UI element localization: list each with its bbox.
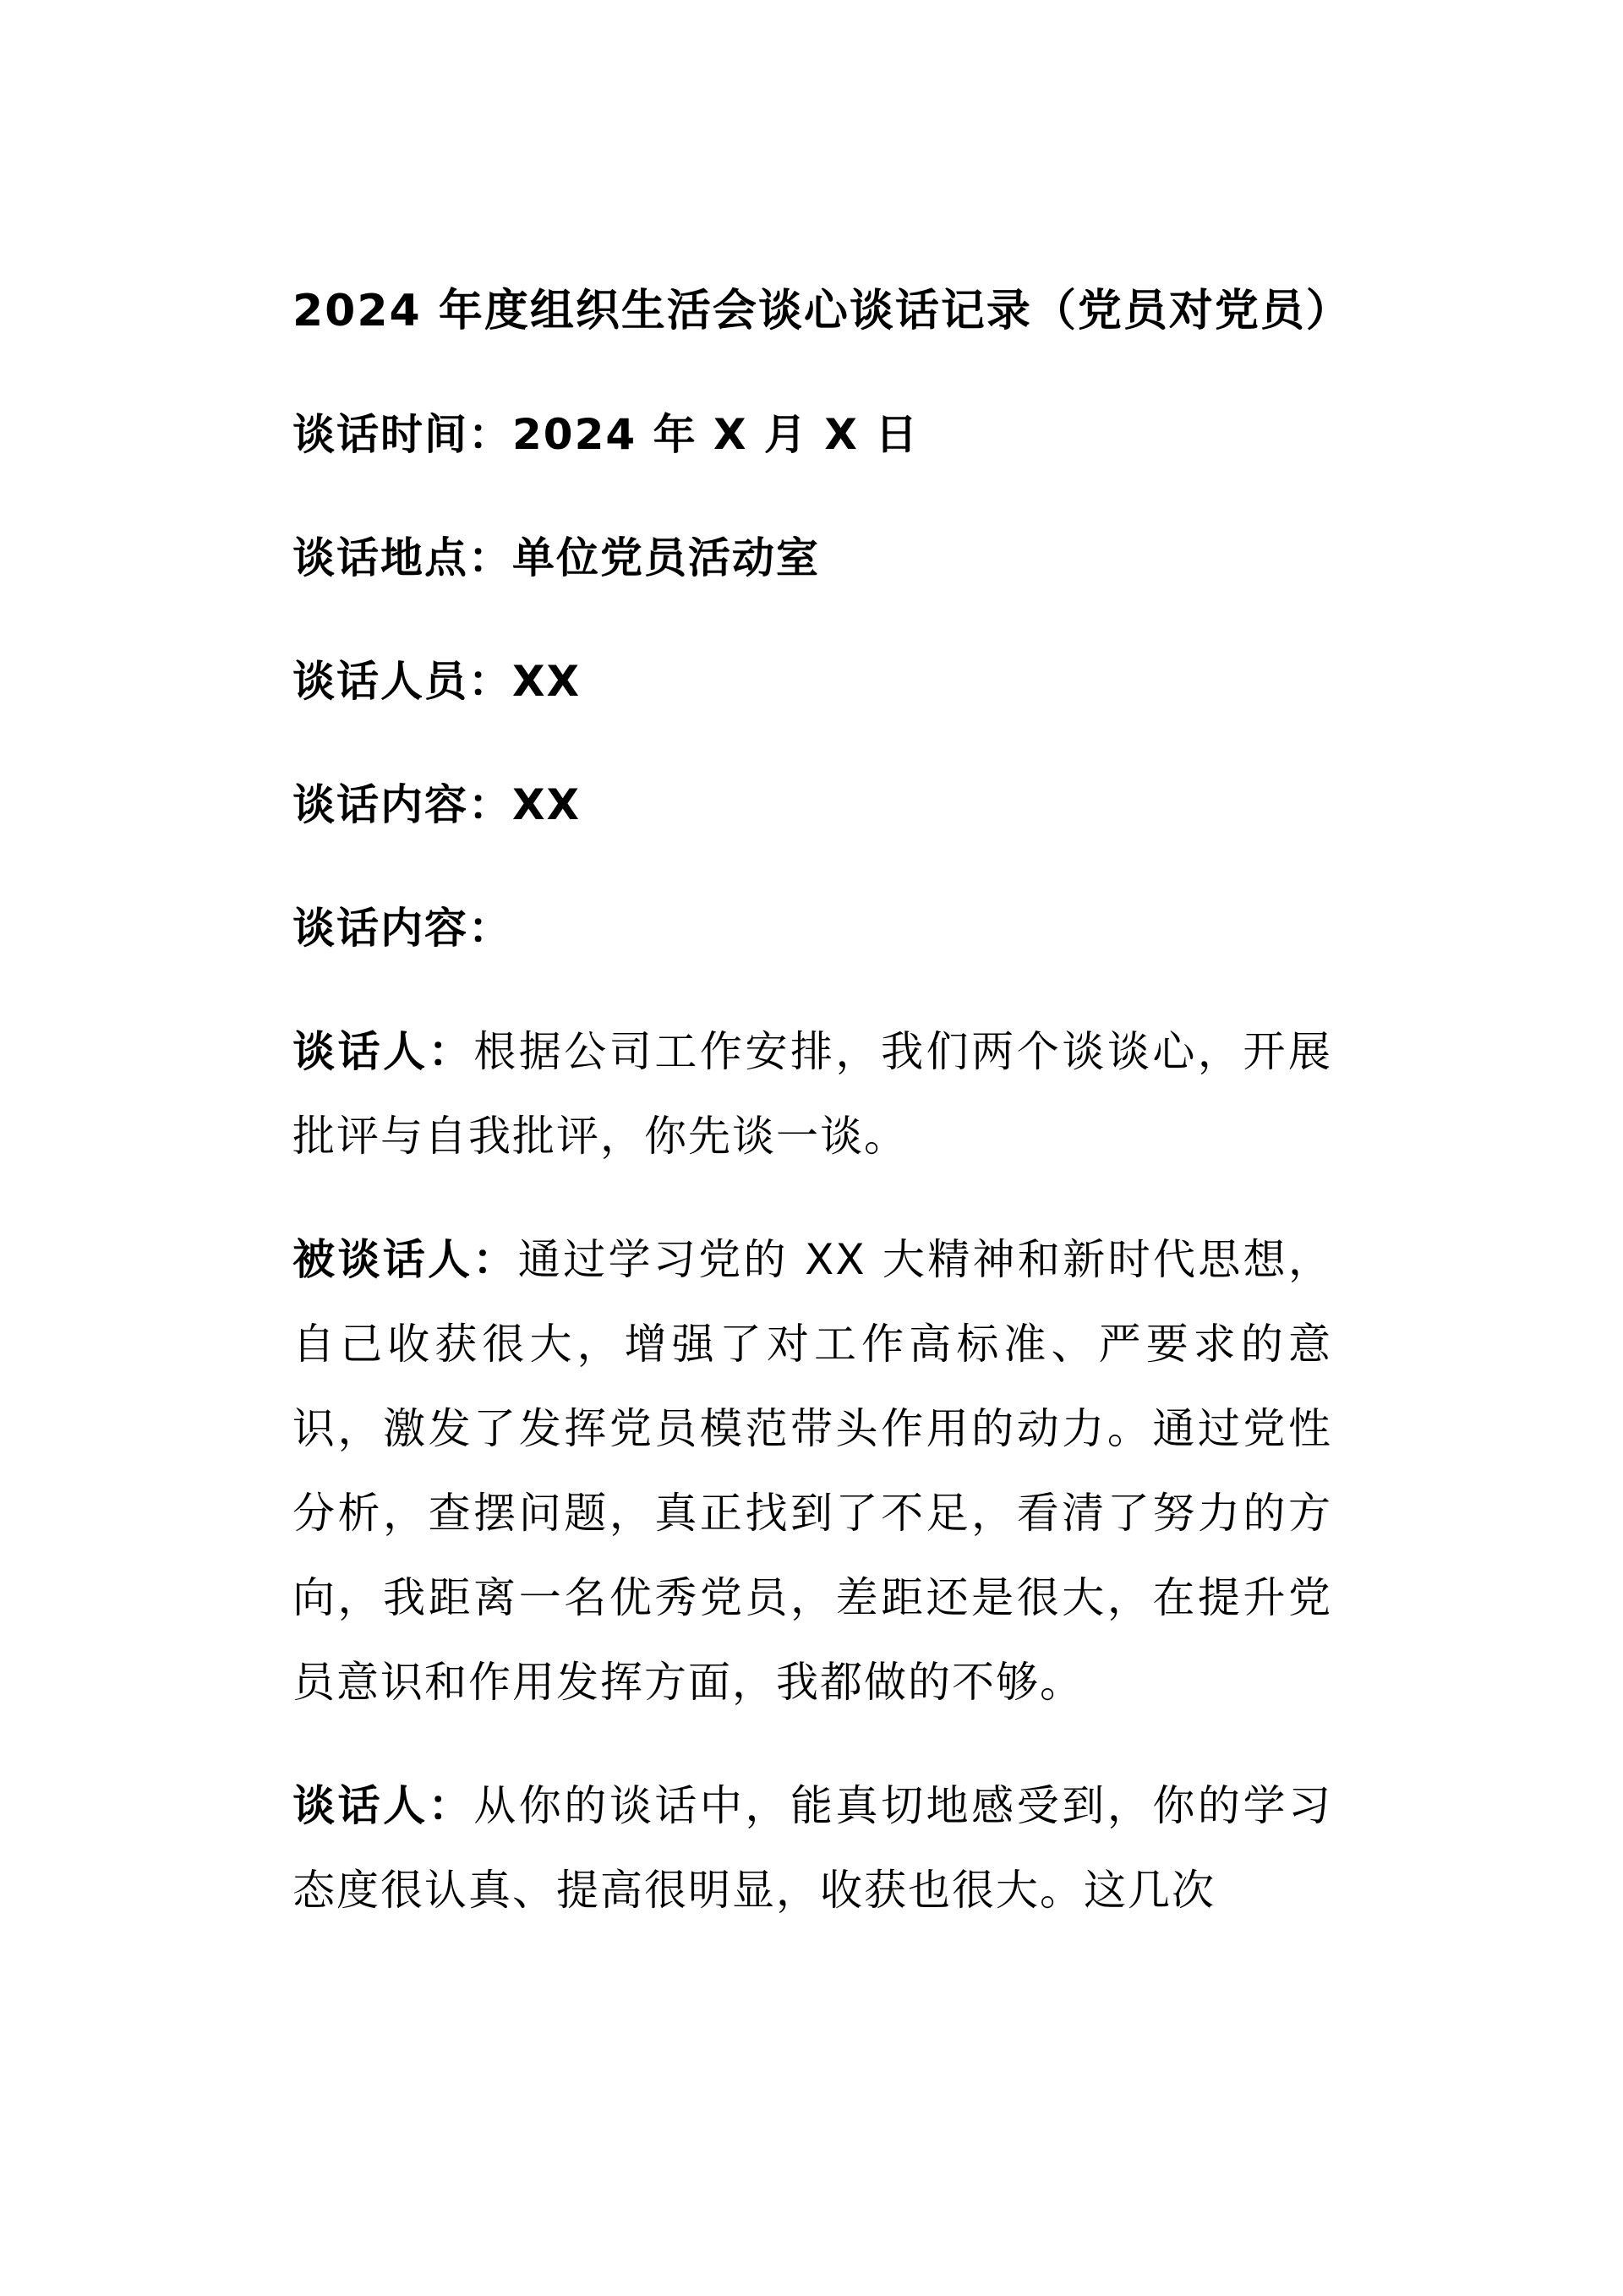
dialogue-paragraph bbox=[292, 1217, 1332, 1725]
speaker-label: 被谈话人： bbox=[292, 1235, 518, 1284]
talk-place: 谈话地点：单位党员活动室 bbox=[292, 533, 820, 582]
talk-participants: 谈话人员：XX bbox=[292, 657, 582, 706]
dialogue-paragraph bbox=[292, 1009, 1332, 1178]
talk-content-summary: 谈话内容：XX bbox=[292, 780, 582, 829]
dialogue-text: 从你的谈话中，能真切地感受到，你的学习态度很认真、提高很明显，收获也很大。这几次 bbox=[292, 1781, 1333, 1915]
document-title: 2024 年度组织生活会谈心谈话记录（党员对党员） bbox=[292, 286, 1352, 336]
dialogue-paragraph bbox=[292, 1763, 1332, 1932]
dialogue-text: 根据公司工作安排，我们两个谈谈心，开展批评与自我批评，你先谈一谈。 bbox=[292, 1027, 1333, 1161]
document-body bbox=[292, 269, 1352, 1971]
speaker-label: 谈话人： bbox=[292, 1781, 474, 1830]
speaker-label: 谈话人： bbox=[292, 1027, 474, 1076]
talk-content-heading: 谈话内容： bbox=[292, 904, 512, 953]
dialogue-text: 通过学习党的 XX 大精神和新时代思想，自己收获很大，增强了对工作高标准、严要求的意识，激发了发挥党员模范带头作用的动力。通过党性分析，查摆问题，真正找到了不足，看清了努力的方向，我距离一名优秀党员，差距还是很大，在提升党员意识和作用发挥方面，我都做的不够。 bbox=[292, 1235, 1333, 1707]
talk-time: 谈话时间：2024 年 X 月 X 日 bbox=[292, 410, 920, 459]
